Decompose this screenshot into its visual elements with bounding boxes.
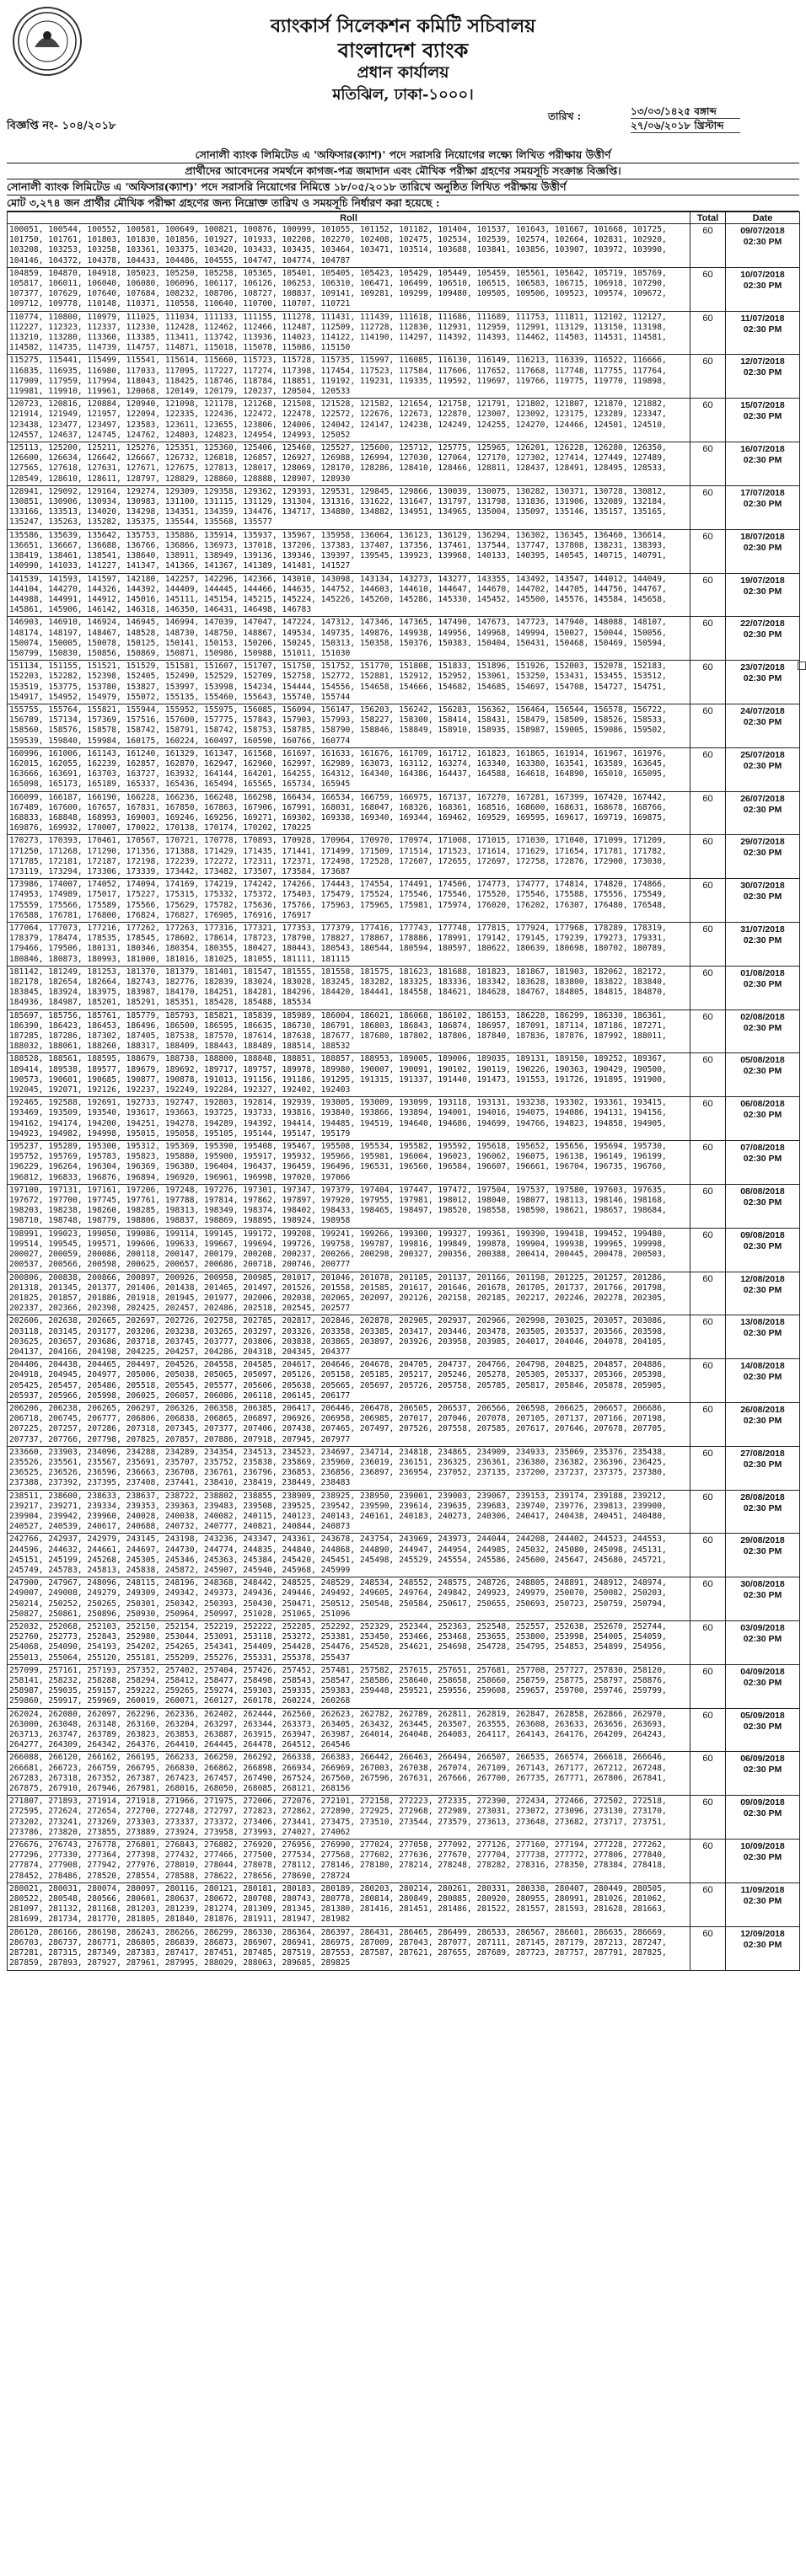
row-date-cell bbox=[726, 1184, 800, 1228]
row-date-cell bbox=[726, 1272, 800, 1315]
row-date: 30/08/2018 bbox=[740, 1579, 785, 1590]
roll-list: 155755, 155764, 155821, 155944, 155952, 155975, 156085, 156094, 156147, 156203, 156242, 156283, 156362, 156464, 156544, 156578, 156722, 156789, 157134, 157369, 157516, 157600, 157775, 157843, 157903, 157993, 158227, 158300, 158414, 158431, 158479, 158509, 158526, 158533, 158560, 158576, 158578, 158742, 158791, 158742, 158753, 158785, 158790, 158846, 158849, 158910, 158935, 158987, 159005, 159086, 159502, 159539, 159840, 159984, 160175, 160224, 160497, 160590, 160766, 160774 bbox=[8, 704, 690, 747]
row-total: 60 bbox=[690, 1840, 726, 1883]
row-time: 02:30 PM bbox=[743, 935, 782, 945]
roll-list: 141539, 141593, 141597, 142180, 142257, 142296, 142366, 143010, 143098, 143134, 143273, 143277, 143355, 143492, 143547, 144012, 144049, 144104, 144270, 144326, 144392, 144409, 144445, 144466, 144635, 144752, 144603, 144610, 144647, 144670, 144702, 144705, 144756, 144767, 144988, 144991, 144912, 145016, 145111, 145154, 145215, 145224, 145226, 145260, 145286, 145330, 145452, 145500, 145576, 145584, 145658, 145861, 145906, 146142, 146318, 146350, 146431, 146498, 146783 bbox=[8, 573, 690, 617]
row-time: 02:30 PM bbox=[743, 1284, 782, 1295]
row-time: 02:30 PM bbox=[743, 1546, 782, 1557]
table-header-row bbox=[8, 212, 800, 224]
row-date-cell bbox=[726, 617, 800, 661]
row-total: 60 bbox=[690, 879, 726, 923]
row-time: 02:30 PM bbox=[743, 892, 782, 902]
row-time: 02:30 PM bbox=[743, 1502, 782, 1513]
row-time: 02:30 PM bbox=[743, 1154, 782, 1165]
row-date: 28/08/2018 bbox=[740, 1492, 785, 1502]
row-date: 09/07/2018 bbox=[740, 226, 785, 236]
row-total: 60 bbox=[690, 355, 726, 399]
header bbox=[0, 0, 806, 147]
row-time: 02:30 PM bbox=[743, 1677, 782, 1688]
roll-list: 280021, 280031, 280074, 280097, 280116, 280121, 280181, 280183, 280189, 280203, 280214, 280261, 280331, 280338, 280407, 280449, 280505, 280522, 280548, 280566, 280601, 280637, 280672, 280708, 280743, 280778, 280814, 280849, 280885, 280920, 280955, 280991, 281026, 281062, 281097, 281132, 281168, 281203, 281239, 281274, 281309, 281345, 281380, 281416, 281451, 281486, 281522, 281557, 281593, 281628, 281663, 281699, 281734, 281770, 281805, 281840, 281876, 281911, 281947, 281982 bbox=[8, 1882, 690, 1926]
row-date-cell bbox=[726, 1882, 800, 1926]
roll-list: 202606, 202638, 202665, 202697, 202726, 202758, 202785, 202817, 202846, 202878, 202905, 202937, 202966, 202998, 203025, 203057, 203086, 203118, 203145, 203177, 203206, 203238, 203265, 203297, 203326, 203358, 203385, 203417, 203446, 203478, 203505, 203537, 203566, 203598, 203625, 203657, 203686, 203718, 203745, 203777, 203806, 203838, 203865, 203897, 203926, 203958, 203985, 204017, 204046, 204078, 204105, 204137, 204166, 204198, 204225, 204257, 204286, 204318, 204345, 204377 bbox=[8, 1315, 690, 1359]
roll-list: 192465, 192588, 192691, 192733, 192747, 192803, 192814, 192939, 193005, 193009, 193099, 193118, 193131, 193238, 193302, 193361, 193415, 193469, 193509, 193540, 193617, 193663, 193725, 193733, 193816, 193840, 193866, 193894, 194001, 194016, 194075, 194086, 194131, 194156, 194162, 194174, 194200, 194251, 194278, 194289, 194392, 194414, 194485, 194519, 194640, 194686, 194699, 194766, 194823, 194858, 194905, 194923, 194982, 194998, 195015, 195058, 195105, 195144, 195147, 195179 bbox=[8, 1097, 690, 1141]
table-row bbox=[8, 661, 800, 704]
row-date: 19/07/2018 bbox=[740, 575, 785, 586]
header-total: Total bbox=[690, 212, 726, 224]
margin-mark bbox=[798, 661, 806, 670]
row-time: 02:30 PM bbox=[743, 411, 782, 422]
row-total: 60 bbox=[690, 1228, 726, 1272]
table-row bbox=[8, 485, 800, 529]
row-date: 30/07/2018 bbox=[740, 881, 785, 892]
row-date: 08/08/2018 bbox=[740, 1186, 785, 1197]
row-total: 60 bbox=[690, 1141, 726, 1185]
body-line-2: মোট ৩,২৭৪ জন প্রার্থীর মৌখিক পরীক্ষা গ্রহণের জন্য নিম্নোক্ত তারিখ ও সময়সূচি নির্ধারণ করা হয়েছে : bbox=[7, 195, 799, 212]
row-total: 60 bbox=[690, 267, 726, 311]
table-row bbox=[8, 1664, 800, 1708]
row-total: 60 bbox=[690, 1577, 726, 1621]
row-date-cell bbox=[726, 1926, 800, 1970]
row-date: 02/08/2018 bbox=[740, 1011, 785, 1022]
row-time: 02:30 PM bbox=[743, 760, 782, 771]
table-row bbox=[8, 617, 800, 661]
table-row bbox=[8, 267, 800, 311]
row-total: 60 bbox=[690, 747, 726, 791]
row-time: 02:30 PM bbox=[743, 848, 782, 859]
table-row bbox=[8, 1053, 800, 1097]
row-time: 02:30 PM bbox=[743, 1852, 782, 1863]
header-roll: Roll bbox=[8, 212, 690, 224]
row-time: 02:30 PM bbox=[743, 1895, 782, 1906]
roll-list: 195237, 195289, 195300, 195312, 195369, 195390, 195408, 195467, 195508, 195534, 195582, 195592, 195618, 195652, 195656, 195694, 195730, 195752, 195769, 195783, 195823, 195880, 195900, 195917, 195932, 195966, 195981, 196004, 196023, 196062, 196075, 196138, 196149, 196199, 196229, 196264, 196304, 196369, 196380, 196404, 196437, 196459, 196496, 196531, 196560, 196584, 196607, 196661, 196704, 196735, 196760, 196812, 196833, 196876, 196894, 196920, 196961, 196998, 197020, 197066 bbox=[8, 1141, 690, 1185]
table-row bbox=[8, 1228, 800, 1272]
table-row bbox=[8, 1708, 800, 1752]
row-total: 60 bbox=[690, 1621, 726, 1665]
table-row bbox=[8, 442, 800, 486]
row-time: 02:30 PM bbox=[743, 1110, 782, 1121]
row-total: 60 bbox=[690, 311, 726, 355]
row-total: 60 bbox=[690, 1882, 726, 1926]
row-date: 14/08/2018 bbox=[740, 1361, 785, 1372]
row-time: 02:30 PM bbox=[743, 804, 782, 815]
row-date-cell bbox=[726, 791, 800, 835]
row-total: 60 bbox=[690, 1534, 726, 1577]
row-time: 02:30 PM bbox=[743, 1240, 782, 1251]
row-date-cell bbox=[726, 1664, 800, 1708]
row-date-cell bbox=[726, 1228, 800, 1272]
row-total: 60 bbox=[690, 1053, 726, 1097]
row-total: 60 bbox=[690, 966, 726, 1010]
row-date-cell bbox=[726, 1010, 800, 1053]
roll-list: 160996, 161006, 161143, 161240, 161329, 161347, 161568, 161697, 161633, 161676, 161709, 161712, 161823, 161865, 161914, 161967, 161976, 162015, 162055, 162239, 162857, 162870, 162947, 162960, 162997, 162989, 163073, 163112, 163274, 163340, 163380, 163541, 163589, 163645, 163666, 163691, 163703, 163727, 163932, 164144, 164201, 164255, 164312, 164340, 164386, 164437, 164588, 164618, 164890, 165010, 165095, 165098, 165173, 165189, 165337, 165436, 165494, 165565, 165734, 165945 bbox=[8, 747, 690, 791]
row-total: 60 bbox=[690, 485, 726, 529]
row-total: 60 bbox=[690, 1097, 726, 1141]
table-row bbox=[8, 1272, 800, 1315]
row-total: 60 bbox=[690, 442, 726, 486]
roll-list: 110774, 110800, 110979, 111025, 111034, 111133, 111155, 111278, 111431, 111439, 111618, 111686, 111689, 111753, 111811, 112102, 112127, 112227, 112323, 112337, 112330, 112428, 112462, 112466, 112487, 112509, 112728, 112830, 112931, 112959, 112991, 113129, 113150, 113198, 113210, 113280, 113360, 113385, 113411, 113742, 113936, 114023, 114122, 114190, 114297, 114392, 114393, 114462, 114503, 114531, 114581, 114582, 114735, 114739, 114757, 114871, 115018, 115078, 115086, 115150 bbox=[8, 311, 690, 355]
row-date: 26/08/2018 bbox=[740, 1404, 785, 1415]
roll-list: 181142, 181249, 181253, 181370, 181379, 181401, 181547, 181555, 181558, 181575, 181623, 181688, 181823, 181867, 181903, 182062, 182172, 182178, 182654, 182664, 182743, 182776, 182839, 183024, 183028, 183245, 183282, 183325, 183336, 183342, 183628, 183800, 183822, 183840, 183845, 183924, 183975, 183987, 184170, 184251, 184281, 184296, 184420, 184441, 184558, 184621, 184628, 184767, 184805, 184815, 184870, 184936, 184987, 185201, 185291, 185351, 185428, 185488, 185534 bbox=[8, 966, 690, 1010]
row-time: 02:30 PM bbox=[743, 1415, 782, 1426]
row-date: 03/09/2018 bbox=[740, 1623, 785, 1633]
row-time: 02:30 PM bbox=[743, 716, 782, 727]
row-date: 25/07/2018 bbox=[740, 749, 785, 760]
roll-list: 173986, 174007, 174052, 174094, 174169, 174219, 174242, 174266, 174443, 174554, 174491, 174506, 174773, 174777, 174814, 174820, 174866, 174953, 174989, 175017, 175227, 175315, 175332, 175372, 175403, 175479, 175524, 175546, 175546, 175520, 175546, 175588, 175556, 175549, 175559, 175566, 175589, 175566, 175629, 175782, 175636, 175766, 175963, 175965, 175981, 175974, 176020, 176202, 176307, 176480, 176548, 176588, 176781, 176800, 176824, 176827, 176905, 176916, 176917 bbox=[8, 879, 690, 923]
row-date-cell bbox=[726, 835, 800, 879]
roll-list: 198991, 199023, 199050, 199086, 199114, 199145, 199172, 199208, 199241, 199266, 199300, 199327, 199361, 199390, 199418, 199452, 199480, 199514, 199545, 199571, 199606, 199633, 199667, 199694, 199726, 199758, 199787, 199816, 199849, 199878, 199904, 199938, 199965, 199998, 200027, 200059, 200086, 200118, 200147, 200179, 200208, 200237, 200266, 200298, 200327, 200356, 200388, 200414, 200445, 200478, 200503, 200537, 200566, 200598, 200625, 200657, 200686, 200718, 200746, 200777 bbox=[8, 1228, 690, 1272]
roll-list: 206206, 206238, 206265, 206297, 206326, 206358, 206385, 206417, 206446, 206478, 206505, 206537, 206566, 206598, 206625, 206657, 206686, 206718, 206745, 206777, 206806, 206838, 206865, 206897, 206926, 206958, 206985, 207017, 207046, 207078, 207105, 207137, 207166, 207198, 207225, 207257, 207286, 207318, 207345, 207377, 207406, 207438, 207465, 207497, 207526, 207558, 207585, 207617, 207646, 207678, 207705, 207737, 207766, 207798, 207825, 207857, 207886, 207918, 207945, 207977 bbox=[8, 1402, 690, 1446]
table-row bbox=[8, 1926, 800, 1970]
row-time: 02:30 PM bbox=[743, 1022, 782, 1033]
roll-list: 115275, 115441, 115499, 115541, 115614, 115660, 115723, 115728, 115735, 115997, 116085, 116130, 116149, 116213, 116339, 116522, 116666, 116835, 116935, 116980, 117033, 117095, 117227, 117274, 117398, 117454, 117523, 117584, 117606, 117652, 117668, 117748, 117755, 117764, 117909, 117959, 117994, 118043, 118425, 118746, 118784, 118851, 119192, 119231, 119335, 119592, 119697, 119766, 119775, 119770, 119898, 119981, 119910, 119961, 120068, 120149, 120179, 120237, 120504, 120533 bbox=[8, 355, 690, 399]
row-date: 01/08/2018 bbox=[740, 967, 785, 978]
row-date-cell bbox=[726, 267, 800, 311]
row-date-cell bbox=[726, 485, 800, 529]
row-date-cell bbox=[726, 442, 800, 486]
date-label: তারিখ : bbox=[548, 110, 582, 122]
row-date: 23/07/2018 bbox=[740, 662, 785, 673]
bank-title: বাংলাদেশ ব্যাংক bbox=[337, 38, 469, 62]
table-row bbox=[8, 923, 800, 967]
row-date: 09/09/2018 bbox=[740, 1797, 785, 1808]
roll-list: 238511, 238600, 238633, 238637, 238722, 238802, 238855, 238909, 238925, 238950, 239001, 239003, 239067, 239153, 239174, 239188, 239212, 239217, 239271, 239334, 239353, 239363, 239483, 239508, 239525, 239542, 239590, 239614, 239635, 239683, 239740, 239776, 239813, 239900, 239904, 239942, 239960, 240028, 240038, 240082, 240115, 240123, 240143, 240161, 240183, 240273, 240306, 240417, 240438, 240451, 240480, 240527, 240539, 240617, 240688, 240732, 240777, 240821, 240844, 240873 bbox=[8, 1490, 690, 1534]
row-date-cell bbox=[726, 1621, 800, 1665]
table-row bbox=[8, 1097, 800, 1141]
table-row bbox=[8, 355, 800, 399]
row-time: 02:30 PM bbox=[743, 1721, 782, 1732]
roll-list: 276676, 276743, 276778, 276801, 276843, 276882, 276920, 276956, 276990, 277024, 277058, 277092, 277126, 277160, 277194, 277228, 277262, 277296, 277330, 277364, 277398, 277432, 277466, 277500, 277534, 277568, 277602, 277636, 277670, 277704, 277738, 277772, 277806, 277840, 277874, 277908, 277942, 277976, 278010, 278044, 278078, 278112, 278146, 278180, 278214, 278248, 278282, 278316, 278350, 278384, 278418, 278452, 278486, 278520, 278554, 278588, 278622, 278656, 278690, 278724 bbox=[8, 1840, 690, 1883]
row-time: 02:30 PM bbox=[743, 1328, 782, 1339]
row-time: 02:30 PM bbox=[743, 1590, 782, 1601]
row-total: 60 bbox=[690, 791, 726, 835]
table-row bbox=[8, 1141, 800, 1185]
row-date: 05/08/2018 bbox=[740, 1055, 785, 1066]
row-time: 02:30 PM bbox=[743, 237, 782, 247]
notice-reference: বিজ্ঞপ্তি নং- ১০৪/২০১৮ bbox=[7, 120, 116, 132]
row-date-cell bbox=[726, 1402, 800, 1446]
table-row bbox=[8, 835, 800, 879]
roll-list: 146903, 146910, 146924, 146945, 146994, 147039, 147047, 147224, 147312, 147346, 147365, 147490, 147673, 147723, 147940, 148088, 148107, 148174, 148197, 148467, 148528, 148730, 148750, 148867, 149534, 149735, 149876, 149938, 149956, 149968, 149994, 150027, 150044, 150056, 150074, 150005, 150078, 150125, 150141, 150153, 150206, 150245, 150313, 150358, 150376, 150383, 150404, 150431, 150468, 150469, 150594, 150799, 150830, 150856, 150869, 150871, 150986, 150988, 151011, 151030 bbox=[8, 617, 690, 661]
table-row bbox=[8, 879, 800, 923]
office-title: প্রধান কার্যালয় bbox=[357, 63, 449, 82]
row-time: 02:30 PM bbox=[743, 1066, 782, 1077]
row-date: 07/08/2018 bbox=[740, 1143, 785, 1154]
roll-list: 233660, 233903, 234096, 234288, 234289, 234354, 234513, 234523, 234697, 234714, 234818, 234865, 234909, 234933, 235069, 235376, 235438, 235526, 235561, 235567, 235691, 235707, 235752, 235838, 235869, 235960, 236019, 236151, 236325, 236361, 236380, 236382, 236396, 236425, 236525, 236526, 236596, 236663, 236708, 236761, 236796, 236853, 236856, 236897, 236954, 237052, 237135, 237200, 237237, 237375, 237380, 237388, 237392, 237395, 237408, 237441, 238410, 238419, 238449, 238483 bbox=[8, 1446, 690, 1490]
row-date: 22/07/2018 bbox=[740, 619, 785, 629]
roll-list: 100051, 100544, 100552, 100581, 100649, 100821, 100876, 100999, 101055, 101152, 101182, 101404, 101537, 101643, 101667, 101668, 101725, 101750, 101761, 101803, 101830, 101856, 101927, 101933, 102208, 102270, 102408, 102475, 102534, 102539, 102574, 102664, 102831, 102920, 103208, 103253, 103258, 103361, 103375, 103420, 103433, 103435, 103464, 103471, 103514, 103688, 103841, 103856, 103907, 103972, 103990, 104146, 104372, 104378, 104433, 104486, 104555, 104747, 104774, 104787 bbox=[8, 224, 690, 268]
table-row bbox=[8, 399, 800, 442]
row-date-cell bbox=[726, 879, 800, 923]
row-date: 31/07/2018 bbox=[740, 924, 785, 935]
roll-list: 257099, 257161, 257193, 257352, 257402, 257404, 257426, 257452, 257481, 257582, 257615, 257651, 257681, 257708, 257727, 257830, 258120, 258141, 258232, 258288, 258294, 258412, 258477, 258498, 258543, 258547, 258586, 258640, 258658, 258660, 258759, 258775, 258797, 258876, 258987, 259035, 259157, 259222, 259265, 259274, 259303, 259335, 259383, 259448, 259521, 259556, 259608, 259657, 259700, 259746, 259799, 259860, 259917, 259969, 260019, 260071, 260127, 260178, 260224, 260268 bbox=[8, 1664, 690, 1708]
row-time: 02:30 PM bbox=[743, 455, 782, 466]
row-time: 02:30 PM bbox=[743, 498, 782, 509]
roll-list: 262024, 262080, 262097, 262296, 262336, 262402, 262444, 262560, 262623, 262782, 262789, 262811, 262819, 262847, 262858, 262866, 262970, 263000, 263048, 263148, 263160, 263204, 263297, 263344, 263373, 263405, 263432, 263445, 263507, 263555, 263608, 263633, 263656, 263693, 263713, 263747, 263789, 263823, 263853, 263887, 263915, 263947, 263987, 264014, 264048, 264083, 264117, 264143, 264176, 264209, 264243, 264277, 264309, 264342, 264376, 264410, 264445, 264478, 264512, 264546 bbox=[8, 1708, 690, 1752]
table-row bbox=[8, 966, 800, 1010]
row-date: 06/09/2018 bbox=[740, 1754, 785, 1765]
header-date: Date bbox=[726, 212, 800, 224]
row-total: 60 bbox=[690, 1010, 726, 1053]
table-row bbox=[8, 1446, 800, 1490]
row-time: 02:30 PM bbox=[743, 586, 782, 597]
row-total: 60 bbox=[690, 529, 726, 573]
roll-list: 128941, 129092, 129164, 129274, 129309, 129358, 129362, 129393, 129531, 129845, 129866, 130039, 130075, 130282, 130371, 130728, 130812, 130851, 130906, 130934, 130983, 131100, 131115, 131129, 131304, 131316, 131622, 131647, 131797, 131798, 131836, 131906, 132089, 132184, 133166, 133513, 134020, 134298, 134351, 134359, 134476, 134717, 134880, 134882, 134951, 134965, 135004, 135097, 135146, 135157, 135165, 135247, 135263, 135282, 135375, 135544, 135568, 135577 bbox=[8, 485, 690, 529]
row-total: 60 bbox=[690, 1402, 726, 1446]
row-date-cell bbox=[726, 1840, 800, 1883]
row-date-cell bbox=[726, 661, 800, 704]
body-line-1: সোনালী ব্যাংক লিমিটেড এ 'অফিসার(ক্যাশ)' পদে সরাসরি নিয়োগের নিমিত্তে ১৮/০৫/২০১৮ তারিখে অনুষ্ঠিত লিখিত পরীক্ষায় উত্তীর্ণ bbox=[7, 179, 799, 195]
row-date-cell bbox=[726, 704, 800, 747]
row-date-cell bbox=[726, 1752, 800, 1796]
table-row bbox=[8, 791, 800, 835]
table-row bbox=[8, 573, 800, 617]
row-time: 02:30 PM bbox=[743, 1939, 782, 1950]
table-row bbox=[8, 1621, 800, 1665]
row-time: 02:30 PM bbox=[743, 1808, 782, 1819]
row-date-cell bbox=[726, 1141, 800, 1185]
table-row bbox=[8, 1796, 800, 1840]
row-total: 60 bbox=[690, 1752, 726, 1796]
row-total: 60 bbox=[690, 835, 726, 879]
row-date: 04/09/2018 bbox=[740, 1666, 785, 1677]
row-time: 02:30 PM bbox=[743, 1372, 782, 1383]
roll-list: 188528, 188561, 188595, 188679, 188738, 188800, 188848, 188851, 188857, 188953, 189005, 189006, 189035, 189131, 189150, 189252, 189367, 189414, 189538, 189577, 189679, 189692, 189717, 189757, 189978, 189980, 190007, 190091, 190102, 190119, 190226, 190363, 190429, 190500, 190573, 190601, 190685, 190877, 190878, 191013, 191156, 191186, 191295, 191315, 191337, 191440, 191473, 191553, 191726, 191895, 191900, 192045, 192071, 192126, 192237, 192249, 192284, 192327, 192402, 192403 bbox=[8, 1053, 690, 1097]
row-date: 29/08/2018 bbox=[740, 1535, 785, 1546]
roll-list: 252032, 252068, 252103, 252150, 252154, 252219, 252222, 252285, 252292, 252329, 252344, 252363, 252548, 252557, 252638, 252670, 252744, 252760, 252773, 252843, 252980, 253044, 253091, 253118, 253272, 253381, 253450, 253466, 253468, 253655, 253800, 253998, 254005, 254059, 254068, 254090, 254193, 254202, 254265, 254341, 254409, 254428, 254476, 254528, 254621, 254698, 254728, 254795, 254853, 254899, 254956, 255013, 255064, 255120, 255181, 255209, 255276, 255331, 255378, 255437 bbox=[8, 1621, 690, 1665]
row-date-cell bbox=[726, 1446, 800, 1490]
row-time: 02:30 PM bbox=[743, 1765, 782, 1775]
row-date: 09/08/2018 bbox=[740, 1229, 785, 1240]
table-row bbox=[8, 1490, 800, 1534]
row-date-cell bbox=[726, 224, 800, 268]
table-row bbox=[8, 1010, 800, 1053]
row-date: 11/09/2018 bbox=[740, 1884, 785, 1895]
row-total: 60 bbox=[690, 1315, 726, 1359]
row-date: 05/09/2018 bbox=[740, 1710, 785, 1721]
row-time: 02:30 PM bbox=[743, 673, 782, 684]
row-date: 12/07/2018 bbox=[740, 356, 785, 367]
row-date: 10/09/2018 bbox=[740, 1841, 785, 1852]
row-time: 02:30 PM bbox=[743, 324, 782, 335]
row-total: 60 bbox=[690, 923, 726, 967]
row-total: 60 bbox=[690, 1446, 726, 1490]
row-time: 02:30 PM bbox=[743, 1634, 782, 1644]
row-total: 60 bbox=[690, 224, 726, 268]
row-date-cell bbox=[726, 355, 800, 399]
row-time: 02:30 PM bbox=[743, 1197, 782, 1208]
row-date-cell bbox=[726, 1796, 800, 1840]
row-time: 02:30 PM bbox=[743, 367, 782, 378]
row-total: 60 bbox=[690, 1490, 726, 1534]
row-date: 17/07/2018 bbox=[740, 487, 785, 498]
table-row bbox=[8, 1402, 800, 1446]
row-date: 12/08/2018 bbox=[740, 1273, 785, 1284]
roll-list: 197100, 197131, 197161, 197206, 197248, 197276, 197301, 197347, 197379, 197404, 197447, 197472, 197504, 197537, 197580, 197603, 197635, 197672, 197700, 197745, 197761, 197788, 197814, 197862, 197897, 197920, 197955, 197981, 198012, 198040, 198077, 198113, 198146, 198168, 198203, 198238, 198260, 198285, 198313, 198349, 198374, 198402, 198433, 198465, 198497, 198520, 198558, 198590, 198621, 198657, 198684, 198710, 198748, 198779, 198806, 198837, 198869, 198895, 198924, 198958 bbox=[8, 1184, 690, 1228]
row-date: 10/07/2018 bbox=[740, 269, 785, 280]
row-time: 02:30 PM bbox=[743, 978, 782, 989]
table-row bbox=[8, 1184, 800, 1228]
row-date: 18/07/2018 bbox=[740, 531, 785, 542]
table-row bbox=[8, 1882, 800, 1926]
roll-list: 286120, 286166, 286198, 286243, 286266, 286299, 286330, 286364, 286397, 286431, 286465, 286499, 286533, 286567, 286601, 286635, 286669, 286703, 286737, 286771, 286805, 286839, 286873, 286907, 286941, 286975, 287009, 287043, 287077, 287111, 287145, 287179, 287213, 287247, 287281, 287315, 287349, 287383, 287417, 287451, 287485, 287519, 287553, 287587, 287621, 287655, 287689, 287723, 287757, 287791, 287825, 287859, 287893, 287927, 287961, 287995, 288029, 288063, 289685, 289825 bbox=[8, 1926, 690, 1970]
row-time: 02:30 PM bbox=[743, 542, 782, 553]
table-row bbox=[8, 1534, 800, 1577]
row-date: 06/08/2018 bbox=[740, 1099, 785, 1110]
notice-subject bbox=[7, 147, 799, 212]
roll-list: 185697, 185756, 185761, 185779, 185793, 185821, 185839, 185989, 186004, 186021, 186068, 186102, 186153, 186228, 186299, 186330, 186361, 186390, 186423, 186453, 186496, 186500, 186595, 186635, 186730, 186791, 186803, 186843, 186874, 186957, 187091, 187114, 187186, 187271, 187285, 187286, 187302, 187405, 187538, 187570, 187614, 187638, 187677, 187680, 187802, 187806, 187840, 187836, 187876, 187992, 188011, 188032, 188061, 188260, 188317, 188409, 188443, 188489, 188514, 188532 bbox=[8, 1010, 690, 1053]
table-row bbox=[8, 1752, 800, 1796]
row-date: 15/07/2018 bbox=[740, 400, 785, 411]
row-date-cell bbox=[726, 923, 800, 967]
subject-line-1: সোনালী ব্যাংক লিমিটেড এ 'অফিসার(ক্যাশ)' পদে সরাসরি নিয়োগের লক্ষ্যে লিখিত পরীক্ষায় উত্তীর্ণ bbox=[7, 147, 799, 163]
roll-list: 166099, 166187, 166190, 166228, 166236, 166248, 166298, 166434, 166534, 166759, 166975, 167137, 167270, 167281, 167399, 167420, 167442, 167489, 167600, 167657, 167831, 167850, 167863, 167906, 167991, 168031, 168047, 168326, 168361, 168516, 168600, 168631, 168678, 168766, 168833, 168848, 168993, 169003, 169246, 169256, 169271, 169302, 169338, 169340, 169344, 169462, 169529, 169595, 169617, 169719, 169875, 169876, 169932, 170007, 170022, 170138, 170174, 170202, 170225 bbox=[8, 791, 690, 835]
row-date: 13/08/2018 bbox=[740, 1317, 785, 1328]
row-date-cell bbox=[726, 1577, 800, 1621]
row-total: 60 bbox=[690, 661, 726, 704]
roll-list: 200806, 200838, 200866, 200897, 200926, 200958, 200985, 201017, 201046, 201078, 201105, 201137, 201166, 201198, 201225, 201257, 201286, 201318, 201345, 201377, 201406, 201438, 201465, 201497, 201526, 201558, 201585, 201617, 201646, 201678, 201705, 201737, 201766, 201798, 201825, 201857, 201886, 201918, 201945, 201977, 202006, 202038, 202065, 202097, 202126, 202158, 202185, 202217, 202246, 202278, 202305, 202337, 202366, 202398, 202425, 202457, 202486, 202518, 202545, 202577 bbox=[8, 1272, 690, 1315]
table-body bbox=[8, 224, 800, 1971]
row-date-cell bbox=[726, 1490, 800, 1534]
row-date-cell bbox=[726, 399, 800, 442]
row-date: 26/07/2018 bbox=[740, 793, 785, 804]
row-total: 60 bbox=[690, 704, 726, 747]
table-row bbox=[8, 1840, 800, 1883]
roll-list: 120723, 120816, 120884, 120940, 121098, 121178, 121268, 121508, 121528, 121582, 121654, 121758, 121791, 121802, 121807, 121870, 121882, 121914, 121949, 121957, 122094, 122335, 122436, 122472, 122478, 122572, 122676, 122673, 122870, 123007, 123092, 123175, 123289, 123347, 123438, 123477, 123497, 123583, 123611, 123655, 123806, 124006, 124042, 124147, 124238, 124249, 124255, 124270, 124466, 124501, 124510, 124557, 124637, 124745, 124762, 124803, 124823, 124954, 124993, 125052 bbox=[8, 399, 690, 442]
row-date: 12/09/2018 bbox=[740, 1928, 785, 1939]
table-row bbox=[8, 1315, 800, 1359]
row-date: 27/08/2018 bbox=[740, 1448, 785, 1459]
roll-list: 170273, 170393, 170461, 170567, 170721, 170778, 170893, 170928, 170964, 170970, 170974, 171008, 171015, 171030, 171040, 171099, 171209, 171250, 171268, 171290, 171356, 171388, 171429, 171435, 171441, 171499, 171509, 171514, 171523, 171614, 171629, 171654, 171781, 171782, 171785, 172181, 172187, 172198, 172239, 172272, 172311, 172371, 172498, 172528, 172607, 172655, 172697, 172758, 172876, 172900, 173030, 173119, 173294, 173306, 173339, 173442, 173482, 173507, 173584, 173687 bbox=[8, 835, 690, 879]
roll-list: 135586, 135639, 135642, 135753, 135886, 135914, 135937, 135967, 135958, 136064, 136123, 136129, 136294, 136302, 136345, 136460, 136614, 136651, 136667, 136688, 136766, 136866, 136973, 137018, 137206, 137383, 137407, 137356, 137461, 137544, 137747, 137808, 138231, 138393, 138419, 138461, 138541, 138640, 138911, 138949, 139136, 139346, 139397, 139545, 139923, 139968, 140133, 140395, 140545, 140715, 140791, 140990, 141033, 141227, 141347, 141366, 141367, 141389, 141481, 141527 bbox=[8, 529, 690, 573]
roll-list: 125113, 125200, 125211, 125276, 125351, 125360, 125406, 125460, 125527, 125600, 125712, 125775, 125965, 126201, 126228, 126280, 126350, 126600, 126634, 126642, 126667, 126732, 126818, 126857, 126927, 126988, 126994, 127030, 127064, 127170, 127302, 127414, 127449, 127489, 127565, 127618, 127631, 127671, 127675, 127813, 128017, 128069, 128170, 128286, 128410, 128466, 128811, 128437, 128491, 128495, 128533, 128549, 128610, 128611, 128797, 128829, 128860, 128888, 128907, 128930 bbox=[8, 442, 690, 486]
committee-title: ব্যাংকার্স সিলেকশন কমিটি সচিবালয় bbox=[270, 15, 536, 37]
subject-line-2: প্রার্থীদের আবেদনের সমর্থনে কাগজ-পত্র জমাদান এবং মৌখিক পরীক্ষা গ্রহণের সময়সূচি সংক্রান্ত বিজ্ঞপ্তি। bbox=[7, 163, 799, 179]
row-date-cell bbox=[726, 1097, 800, 1141]
viva-schedule-table bbox=[7, 212, 800, 1971]
roll-list: 242766, 242937, 242979, 243145, 243198, 243236, 243347, 243361, 243678, 243754, 243969, 243973, 244044, 244208, 244402, 244523, 244553, 244596, 244632, 244661, 244697, 244730, 244774, 244835, 244840, 244868, 244890, 244947, 244954, 244985, 245032, 245080, 245098, 245131, 245151, 245199, 245268, 245305, 245346, 245363, 245384, 245420, 245451, 245498, 245529, 245554, 245586, 245600, 245647, 245680, 245721, 245749, 245783, 245813, 245838, 245872, 245907, 245940, 245968, 245999 bbox=[8, 1534, 690, 1577]
row-date: 16/07/2018 bbox=[740, 444, 785, 455]
table-row bbox=[8, 311, 800, 355]
roll-list: 104859, 104870, 104918, 105023, 105250, 105258, 105365, 105401, 105405, 105423, 105429, 105449, 105459, 105561, 105642, 105719, 105769, 105817, 106011, 106040, 106080, 106096, 106117, 106126, 106253, 106310, 106471, 106499, 106510, 106515, 106583, 106715, 106918, 107290, 107377, 107629, 107640, 107684, 108232, 108706, 108727, 108837, 109141, 109281, 109299, 109480, 109505, 109506, 109523, 109574, 109672, 109712, 109778, 110148, 110371, 110558, 110640, 110700, 110707, 110721 bbox=[8, 267, 690, 311]
row-total: 60 bbox=[690, 1359, 726, 1403]
row-total: 60 bbox=[690, 1272, 726, 1315]
row-date-cell bbox=[726, 311, 800, 355]
row-total: 60 bbox=[690, 1926, 726, 1970]
row-date-cell bbox=[726, 1053, 800, 1097]
table-row bbox=[8, 224, 800, 268]
row-time: 02:30 PM bbox=[743, 280, 782, 291]
row-date-cell bbox=[726, 1315, 800, 1359]
notice-dates bbox=[631, 104, 740, 133]
row-total: 60 bbox=[690, 1796, 726, 1840]
date-gregorian: ২৭/০৬/২০১৮ খ্রিস্টাব্দ bbox=[631, 119, 740, 133]
roll-list: 271807, 271893, 271914, 271918, 271966, 271975, 272006, 272076, 272101, 272158, 272223, 272335, 272390, 272434, 272466, 272502, 272518, 272595, 272624, 272654, 272700, 272748, 272797, 272823, 272862, 272890, 272925, 272968, 272989, 273031, 273072, 273096, 273130, 273170, 273202, 273241, 273269, 273303, 273337, 273372, 273406, 273441, 273475, 273510, 273544, 273579, 273613, 273648, 273682, 273717, 273751, 273786, 273820, 273855, 273889, 273924, 273958, 273993, 274027, 274062 bbox=[8, 1796, 690, 1840]
row-date-cell bbox=[726, 1534, 800, 1577]
row-total: 60 bbox=[690, 617, 726, 661]
roll-list: 266088, 266120, 266162, 266195, 266233, 266250, 266292, 266338, 266383, 266442, 266463, 266494, 266507, 266535, 266574, 266618, 266646, 266681, 266723, 266759, 266795, 266830, 266862, 266898, 266934, 266969, 267003, 267038, 267074, 267109, 267143, 267177, 267212, 267248, 267283, 267318, 267352, 267387, 267423, 267457, 267490, 267524, 267560, 267596, 267631, 267666, 267700, 267735, 267771, 267806, 267841, 267875, 267910, 267946, 267981, 268016, 268050, 268085, 268121, 268156 bbox=[8, 1752, 690, 1796]
roll-list: 177064, 177073, 177216, 177262, 177263, 177316, 177321, 177353, 177379, 177416, 177743, 177748, 177815, 177924, 177968, 178289, 178319, 178379, 178474, 178535, 178545, 178602, 178614, 178723, 178790, 178827, 178867, 178886, 178991, 179142, 179145, 179239, 179273, 179331, 179466, 179506, 180131, 180346, 180354, 180355, 180427, 180443, 180543, 180544, 180594, 180597, 180622, 180639, 180698, 180702, 180789, 180846, 180873, 180993, 181000, 181016, 181025, 181055, 181111, 181115 bbox=[8, 923, 690, 967]
row-date-cell bbox=[726, 966, 800, 1010]
row-total: 60 bbox=[690, 399, 726, 442]
row-date-cell bbox=[726, 573, 800, 617]
row-date: 24/07/2018 bbox=[740, 705, 785, 716]
row-total: 60 bbox=[690, 1708, 726, 1752]
row-time: 02:30 PM bbox=[743, 1459, 782, 1470]
address: মতিঝিল, ঢাকা-১০০০। bbox=[332, 86, 474, 104]
roll-list: 204406, 204438, 204465, 204497, 204526, 204558, 204585, 204617, 204646, 204678, 204705, 204737, 204766, 204798, 204825, 204857, 204886, 204918, 204945, 204977, 205006, 205038, 205065, 205097, 205126, 205158, 205185, 205217, 205246, 205278, 205305, 205337, 205366, 205398, 205425, 205457, 205486, 205518, 205545, 205577, 205606, 205638, 205665, 205697, 205726, 205758, 205785, 205817, 205846, 205878, 205905, 205937, 205966, 205998, 206025, 206057, 206086, 206118, 206145, 206177 bbox=[8, 1359, 690, 1403]
row-date: 11/07/2018 bbox=[740, 313, 785, 324]
table-row bbox=[8, 1577, 800, 1621]
row-date-cell bbox=[726, 1708, 800, 1752]
roll-list: 247900, 247967, 248096, 248115, 248196, 248368, 248442, 248525, 248529, 248534, 248552, 248575, 248726, 248805, 248891, 248912, 248974, 249007, 249008, 249279, 249309, 249342, 249373, 249436, 249446, 249492, 249605, 249764, 249842, 249923, 249979, 250070, 250082, 250203, 250214, 250252, 250265, 250301, 250342, 250393, 250430, 250471, 250512, 250548, 250584, 250617, 250655, 250693, 250723, 250759, 250794, 250827, 250861, 250896, 250930, 250964, 250997, 251028, 251065, 251096 bbox=[8, 1577, 690, 1621]
row-time: 02:30 PM bbox=[743, 629, 782, 640]
row-date: 29/07/2018 bbox=[740, 837, 785, 848]
table-row bbox=[8, 704, 800, 747]
row-date-cell bbox=[726, 529, 800, 573]
roll-list: 151134, 151155, 151521, 151529, 151581, 151607, 151707, 151750, 151752, 151770, 151808, 151833, 151896, 151926, 152003, 152078, 152183, 152203, 152282, 152398, 152405, 152490, 152529, 152709, 152758, 152772, 152881, 152912, 152952, 153061, 153250, 153431, 153455, 153512, 153519, 153775, 153780, 153827, 153997, 153998, 154234, 154444, 154556, 154658, 154666, 154682, 154685, 154697, 154708, 154727, 154751, 154917, 154952, 154979, 155072, 155135, 155460, 155643, 155740, 155744 bbox=[8, 661, 690, 704]
table-row bbox=[8, 747, 800, 791]
date-bangla: ১৩/০৩/১৪২৫ বঙ্গাব্দ bbox=[631, 104, 740, 119]
table-row bbox=[8, 529, 800, 573]
row-date-cell bbox=[726, 1359, 800, 1403]
row-total: 60 bbox=[690, 1664, 726, 1708]
row-date-cell bbox=[726, 747, 800, 791]
table-row bbox=[8, 1359, 800, 1403]
row-total: 60 bbox=[690, 1184, 726, 1228]
row-total: 60 bbox=[690, 573, 726, 617]
